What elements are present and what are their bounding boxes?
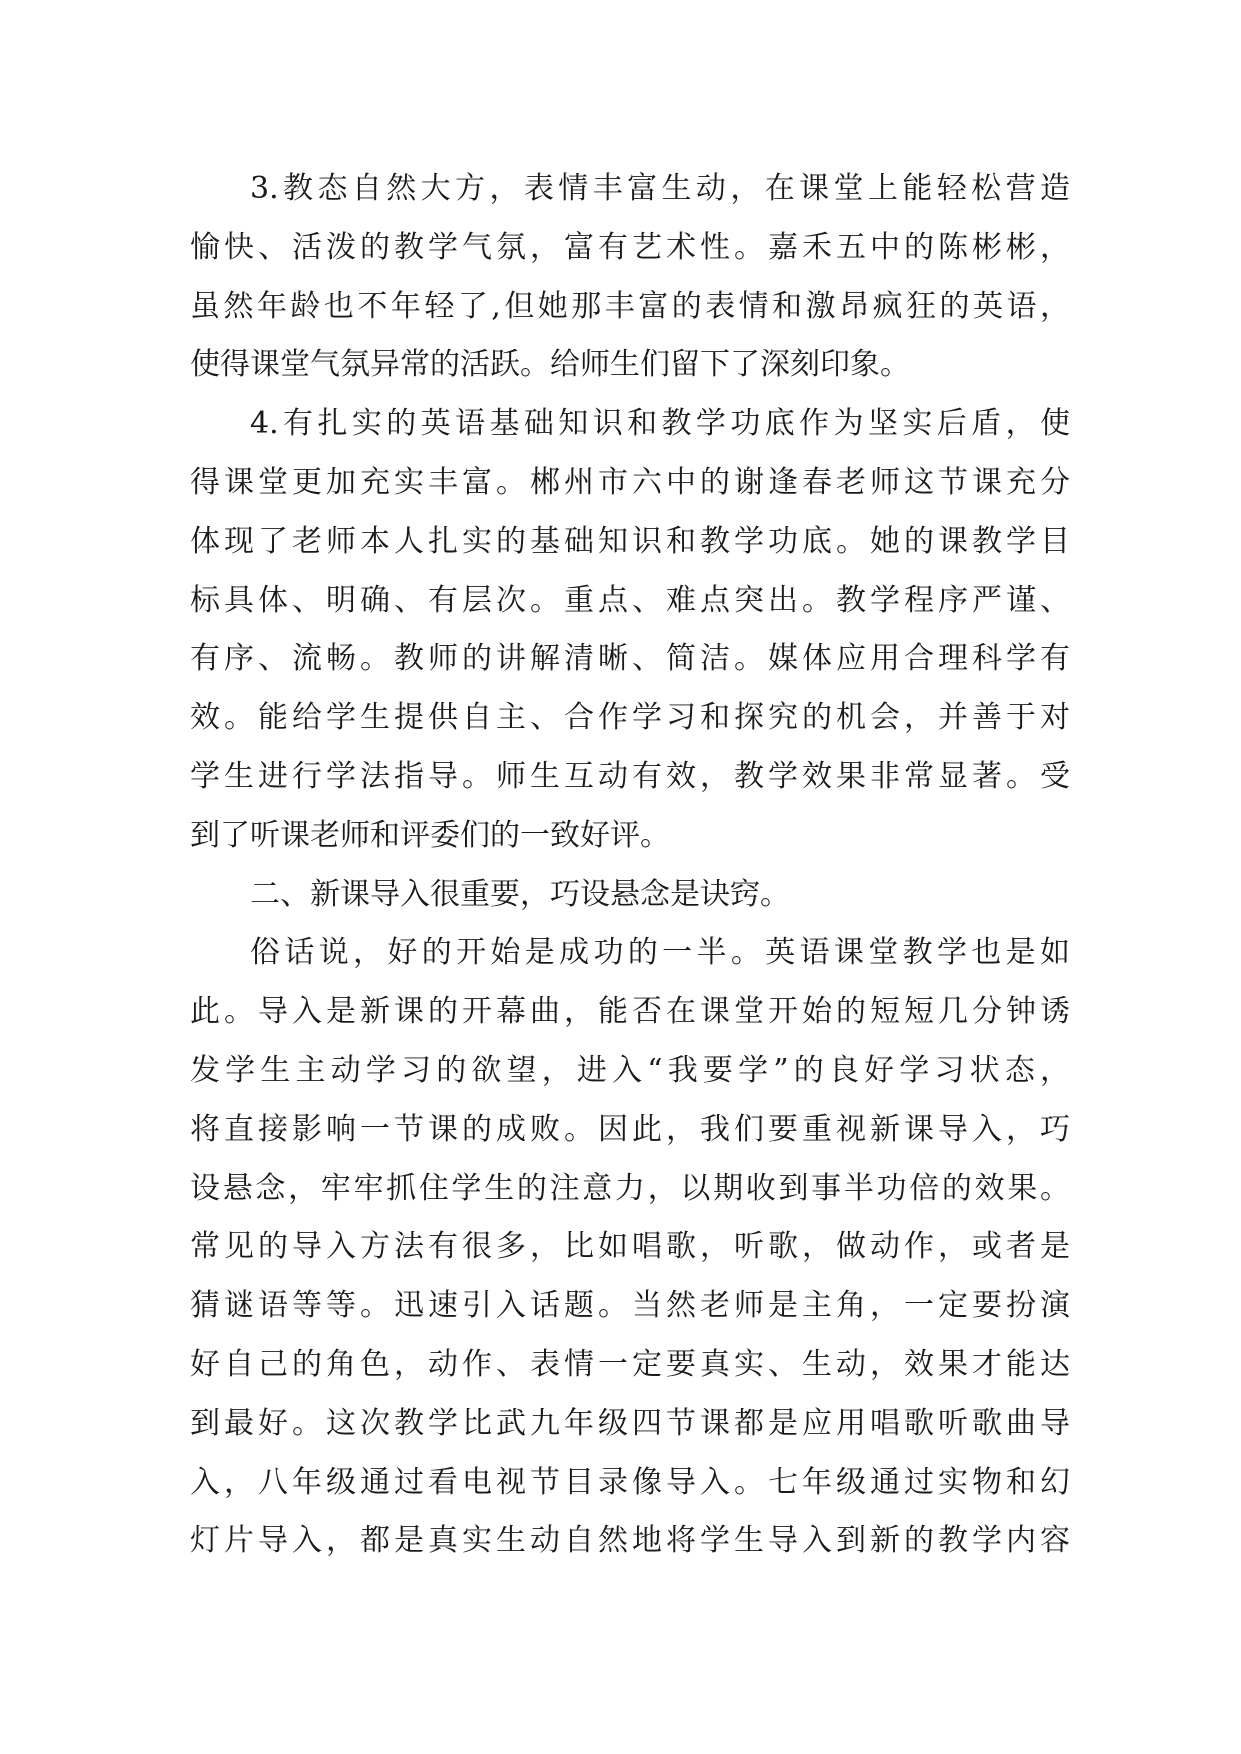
paragraph-line: 到最好。这次教学比武九年级四节课都是应用唱歌听歌曲导 [190, 1405, 1070, 1441]
paragraph-line: 猜谜语等等。迅速引入话题。当然老师是主角，一定要扮演 [190, 1288, 1070, 1324]
paragraph-line: 发学生主动学习的欲望，进入“我要学”的良好学习状态， [190, 1052, 1070, 1088]
paragraph-line: 常见的导入方法有很多，比如唱歌，听歌，做动作，或者是 [190, 1229, 1070, 1265]
paragraph-line: 入，八年级通过看电视节目录像导入。七年级通过实物和幻 [190, 1464, 1070, 1500]
paragraph-line: 使得课堂气氛异常的活跃。给师生们留下了深刻印象。 [190, 347, 910, 383]
paragraph-line: 效。能给学生提供自主、合作学习和探究的机会，并善于对 [190, 700, 1070, 736]
paragraph-line: 3.教态自然大方，表情丰富生动，在课堂上能轻松营造 [250, 171, 1070, 206]
body-text [190, 160, 1070, 1571]
paragraph-line: 将直接影响一节课的成败。因此，我们要重视新课导入，巧 [190, 1111, 1070, 1147]
paragraph-line: 俗话说，好的开始是成功的一半。英语课堂教学也是如 [250, 935, 1070, 971]
paragraph-line: 愉快、活泼的教学气氛，富有艺术性。嘉禾五中的陈彬彬， [190, 229, 1070, 265]
section-heading: 二、新课导入很重要，巧设悬念是诀窍。 [250, 876, 790, 912]
paragraph-line: 到了听课老师和评委们的一致好评。 [190, 817, 670, 853]
paragraph-line: 4.有扎实的英语基础知识和教学功底作为坚实后盾，使 [250, 406, 1070, 442]
paragraph-line: 设悬念，牢牢抓住学生的注意力，以期收到事半功倍的效果。 [190, 1170, 1070, 1206]
paragraph-line: 此。导入是新课的开幕曲，能否在课堂开始的短短几分钟诱 [190, 994, 1070, 1030]
paragraph-line: 虽然年龄也不年轻了,但她那丰富的表情和激昂疯狂的英语， [190, 288, 1070, 324]
paragraph-line: 体现了老师本人扎实的基础知识和教学功底。她的课教学目 [190, 523, 1070, 559]
paragraph-line: 好自己的角色，动作、表情一定要真实、生动，效果才能达 [190, 1346, 1070, 1382]
paragraph-line: 得课堂更加充实丰富。郴州市六中的谢逢春老师这节课充分 [190, 464, 1070, 500]
paragraph-line: 标具体、明确、有层次。重点、难点突出。教学程序严谨、 [190, 582, 1070, 618]
paragraph-line: 灯片导入，都是真实生动自然地将学生导入到新的教学内容 [190, 1523, 1070, 1559]
paragraph-line: 有序、流畅。教师的讲解清晰、简洁。媒体应用合理科学有 [190, 641, 1070, 677]
paragraph-line: 学生进行学法指导。师生互动有效，教学效果非常显著。受 [190, 758, 1070, 794]
